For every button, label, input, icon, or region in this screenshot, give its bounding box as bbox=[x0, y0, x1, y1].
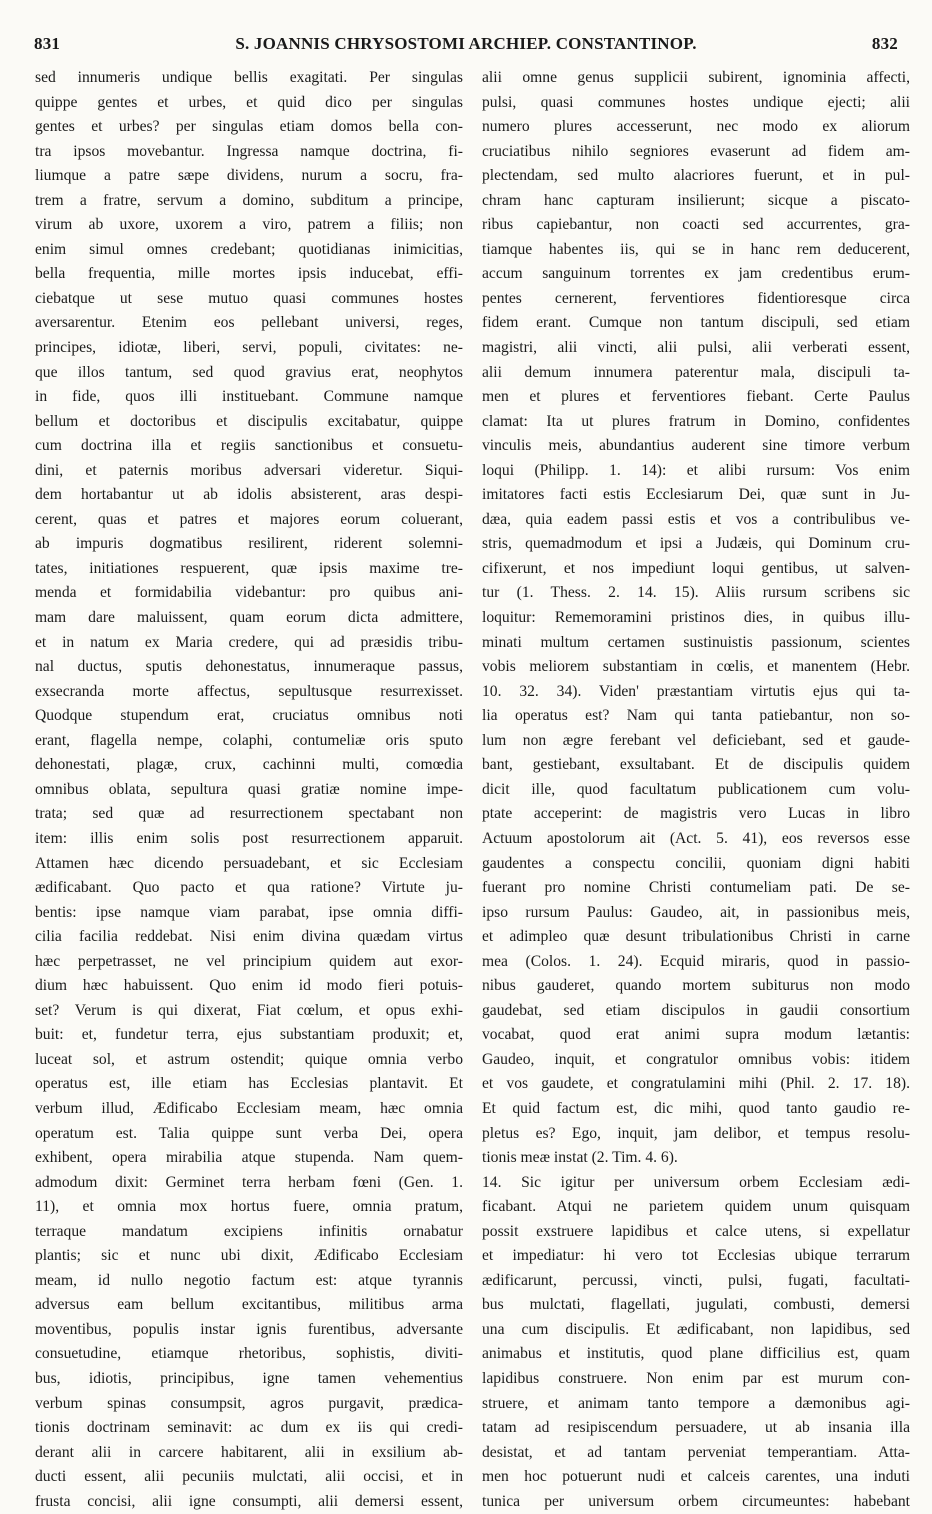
text-line: et vos gaudete, et congratulamini mihi (Phil. 2. 17. 18). bbox=[482, 1075, 910, 1093]
running-title: S. JOANNIS CHRYSOSTOMI ARCHIEP. CONSTANTINOP. bbox=[235, 34, 697, 53]
text-line: 10. 32. 34). Viden' præstantiam virtutis ejus qui ta- bbox=[482, 682, 910, 700]
text-line: Et quid factum est, dic mihi, quod tanto gaudio re- bbox=[482, 1099, 910, 1117]
text-line: tur (1. Thess. 2. 14. 15). Aliis rursum scribens sic bbox=[482, 584, 910, 602]
text-line: trata; sed quæ ad resurrectionem spectabant non bbox=[35, 805, 463, 823]
text-line: loqui (Philipp. 1. 14): et alibi rursum: Vos enim bbox=[482, 461, 910, 479]
text-line: pentes cernerent, ferventiores fidentioresque circa bbox=[482, 289, 910, 307]
text-line: liumque a patre sæpe dividens, nurum a socru, fra- bbox=[35, 167, 463, 185]
text-line: nibus gauderet, quando mortem subiturus non modo bbox=[482, 977, 910, 995]
text-line: fidem erant. Cumque non tantum discipuli, sed etiam bbox=[482, 314, 910, 332]
text-line: pletus es? Ego, inquit, jam delibor, et tempus resolu- bbox=[482, 1124, 910, 1142]
text-line: et adimpleo quæ desunt tribulationibus Christi in carne bbox=[482, 928, 910, 946]
text-line: Quodque stupendum erat, cruciatus omnibus noti bbox=[35, 707, 463, 725]
text-line: men et plures et ferventiores fiebant. Certe Paulus bbox=[482, 388, 910, 406]
text-line: verbum spinas consumpsit, agros purgavit, prædica- bbox=[35, 1394, 463, 1412]
text-line: ribus capiebantur, non coacti sed accurrentes, gra- bbox=[482, 216, 910, 234]
text-line: alii demum innumera paterentur mala, discipuli ta- bbox=[482, 363, 910, 381]
text-line: bella frequentia, mille mortes ipsis inducebat, effi- bbox=[35, 265, 463, 283]
right-text-column bbox=[482, 66, 910, 1514]
text-line: omnibus oblata, sepultura quasi gratiæ nomine impe- bbox=[35, 780, 463, 798]
text-line: chram hanc capturam insilierunt; sicque a piscato- bbox=[482, 191, 910, 209]
column-gutter bbox=[472, 70, 473, 1490]
text-line: aversarentur. Etenim eos pellebant universi, reges, bbox=[35, 314, 463, 332]
text-line: accum sanguinum torrentes ex jam credentibus erum- bbox=[482, 265, 910, 283]
text-line: vocabat, quod erat animi supra modum lætantis: bbox=[482, 1026, 910, 1044]
text-line: buit: et, fundetur terra, ejus substantiam produxit; et, bbox=[35, 1026, 463, 1044]
text-line: meam, id nullo negotio factum est: atque tyrannis bbox=[35, 1271, 463, 1289]
text-line: numero plures accesserunt, nec modo ex aliorum bbox=[482, 118, 910, 136]
text-line: animabus et institutis, quod plane difficilius est, quam bbox=[482, 1345, 910, 1363]
text-line: imitatores facti estis Ecclesiarum Dei, quæ sunt in Ju- bbox=[482, 486, 910, 504]
text-line: erant, flagella nempe, colaphi, contumeliæ oris sputo bbox=[35, 731, 463, 749]
text-line: bentis: ipse namque viam parabat, ipse omnia diffi- bbox=[35, 903, 463, 921]
text-line: dium hæc habuissent. Quo enim id modo fieri potuis- bbox=[35, 977, 463, 995]
text-line: nal ductus, sputis dehonestatus, innumeraque passus, bbox=[35, 658, 463, 676]
text-line: ædificabant. Quo pacto et qua ratione? Virtute ju- bbox=[35, 879, 463, 897]
text-line: plantis; sic et nunc ubi dixit, Ædificabo Ecclesiam bbox=[35, 1247, 463, 1265]
text-line: que illos tantum, sed quod gravius erat, neophytos bbox=[35, 363, 463, 381]
text-line: tra ipsos movebantur. Ingressa namque doctrina, fi- bbox=[35, 142, 463, 160]
text-line: cilia facilia reddebat. Nisi enim divina quædam virtus bbox=[35, 928, 463, 946]
text-line: admodum dixit: Germinet terra herbam fœni (Gen. 1. bbox=[35, 1173, 463, 1191]
text-line: in fide, quos illi instituebant. Commune namque bbox=[35, 388, 463, 406]
text-line: vinculis meis, abundantius auderent sine timore verbum bbox=[482, 437, 910, 455]
text-line: luceat sol, et astrum ostendit; quique omnia verbo bbox=[35, 1050, 463, 1068]
text-line: desistat, et ad tantam perveniat temperantiam. Atta- bbox=[482, 1443, 910, 1461]
text-line: sed innumeris undique bellis exagitati. Per singulas bbox=[35, 69, 463, 86]
text-line: men hoc potuerunt nudi et calceis carentes, una induti bbox=[482, 1468, 910, 1486]
text-line: gentes et urbes? per singulas etiam domos bella con- bbox=[35, 118, 463, 136]
text-line: enim simul omnes credebant; quotidianas inimicitias, bbox=[35, 240, 463, 258]
text-line: ab impuris dogmatibus resilirent, riderent solemni- bbox=[35, 535, 463, 553]
text-line: lapidibus construere. Non enim par est murum con- bbox=[482, 1369, 910, 1387]
text-line: Attamen hæc dicendo persuadebant, et sic Ecclesiam bbox=[35, 854, 463, 872]
text-line: moventibus, populis instar ignis furentibus, adversante bbox=[35, 1320, 463, 1338]
text-line: derant alii in carcere habitarent, alii in exsilium ab- bbox=[35, 1443, 463, 1461]
text-line: cruciatibus nihilo segniores evaserunt ad fidem am- bbox=[482, 142, 910, 160]
text-line: exhibent, opera mirabilia atque stupenda. Nam quem- bbox=[35, 1149, 463, 1167]
text-line: ciebatque ut sese mutuo quasi communes hostes bbox=[35, 289, 463, 307]
text-line: tates, initiationes respuerent, quæ ipsis maxime tre- bbox=[35, 559, 463, 577]
page-number-left: 831 bbox=[34, 34, 61, 53]
text-line: ædificarunt, percussi, vincti, pulsi, fugati, facultati- bbox=[482, 1271, 910, 1289]
text-line: una cum discipulis. Et ædificabant, non lapidibus, sed bbox=[482, 1320, 910, 1338]
text-line: 11), et omnia mox hortus fuere, omnia pratum, bbox=[35, 1198, 463, 1216]
text-line: set? Verum is qui dixerat, Fiat cœlum, et opus exhi- bbox=[35, 1001, 463, 1019]
text-line: et in natum ex Maria credere, qui ad præsidis tribu- bbox=[35, 633, 463, 651]
text-line: cum doctrina illa et regiis sanctionibus et consuetu- bbox=[35, 437, 463, 455]
text-line: dæa, quia eadem passi estis et vos a contribulibus ve- bbox=[482, 510, 910, 528]
text-line: bant, gestiebant, exsultabant. Et de discipulis quidem bbox=[482, 756, 910, 774]
text-line: 14. Sic igitur per universum orbem Ecclesiam ædi- bbox=[482, 1173, 910, 1191]
text-line: mea (Colos. 1. 24). Ecquid miraris, quod in passio- bbox=[482, 952, 910, 970]
text-line: frusta concisi, alii igne consumpti, alii demersi essent, bbox=[35, 1492, 463, 1510]
text-line: operatum est. Talia quippe sunt verba Dei, opera bbox=[35, 1124, 463, 1142]
left-text-column bbox=[35, 66, 463, 1514]
text-line: tionis doctrinam seminavit: ac dum ex iis qui credi- bbox=[35, 1419, 463, 1437]
text-line: alii omne genus supplicii subirent, ignominia affecti, bbox=[482, 69, 910, 86]
text-line: menda et formidabilia videbantur: pro quibus ani- bbox=[35, 584, 463, 602]
text-line: exsecranda morte affectus, sepultusque resurrexisset. bbox=[35, 682, 463, 700]
text-line: gaudebat, sed etiam discipulos in gaudii consortium bbox=[482, 1001, 910, 1019]
text-line: struere, et animam tanto tempore a dæmonibus agi- bbox=[482, 1394, 910, 1412]
text-line: gaudentes a conspectu concilii, quoniam digni habiti bbox=[482, 854, 910, 872]
text-line: bus mulctati, flagellati, jugulati, combusti, demersi bbox=[482, 1296, 910, 1314]
text-line: Actuum apostolorum ait (Act. 5. 41), eos reversos esse bbox=[482, 829, 910, 847]
text-line: Gaudeo, inquit, et congratulor omnibus vobis: itidem bbox=[482, 1050, 910, 1068]
text-line: lum non ægre ferebant vel deficiebant, sed et gaude- bbox=[482, 731, 910, 749]
text-line: tionis meæ instat (2. Tim. 4. 6). bbox=[482, 1149, 678, 1167]
text-line: adversus eam bellum excitantibus, militibus arma bbox=[35, 1296, 463, 1314]
text-line: pulsi, quasi communes hostes undique ejecti; alii bbox=[482, 93, 910, 111]
text-line: cerent, quas et patres et majores eorum coluerant, bbox=[35, 510, 463, 528]
text-line: dem hortabantur ut ab idolis absisterent, aras despi- bbox=[35, 486, 463, 504]
text-line: trem a fratre, servum a domino, subditum a principe, bbox=[35, 191, 463, 209]
running-header bbox=[28, 34, 904, 60]
text-line: plectendam, sed multo alacriores fuerunt, et in pul- bbox=[482, 167, 910, 185]
text-line: ptate acceperint: de magistris vero Lucas in libro bbox=[482, 805, 910, 823]
text-line: ficabant. Atqui ne parietem quidem unum quisquam bbox=[482, 1198, 910, 1216]
text-line: virum ab uxore, uxorem a viro, patrem a filiis; non bbox=[35, 216, 463, 234]
text-line: et impediatur: hi vero tot Ecclesias ubique terrarum bbox=[482, 1247, 910, 1265]
text-line: item: illis enim solis post resurrectionem apparuit. bbox=[35, 829, 463, 847]
text-line: clamat: Ita ut plures fratrum in Domino, confidentes bbox=[482, 412, 910, 430]
text-line: tunica per universum orbem circumeuntes: habebant bbox=[482, 1492, 910, 1510]
text-line: tatam ad resipiscendum persuadere, ut ab insania illa bbox=[482, 1419, 910, 1437]
text-line: bellum et doctoribus et discipulis excitabatur, quippe bbox=[35, 412, 463, 430]
text-line: hæc perpetrasset, ne vel principium quidem aut exor- bbox=[35, 952, 463, 970]
text-line: stris, quemadmodum et ipsi a Judæis, qui Dominum cru- bbox=[482, 535, 910, 553]
text-line: bus, idiotis, principibus, igne tamen vehementius bbox=[35, 1369, 463, 1387]
text-line: consuetudine, etiamque rhetoribus, sophistis, diviti- bbox=[35, 1345, 463, 1363]
text-line: principes, idiotæ, liberi, servi, populi, civitates: ne- bbox=[35, 339, 463, 357]
text-line: ducti essent, alii pecuniis mulctati, alii occisi, et in bbox=[35, 1468, 463, 1486]
text-line: loquitur: Rememoramini pristinos dies, in quibus illu- bbox=[482, 609, 910, 627]
text-line: dini, et paternis moribus adversari videretur. Siqui- bbox=[35, 461, 463, 479]
text-line: tiamque habentes iis, qui se in hanc rem deducerent, bbox=[482, 240, 910, 258]
text-line: terraque mandatum excipiens infinitis ornabatur bbox=[35, 1222, 463, 1240]
text-line: verbum illud, Ædificabo Ecclesiam meam, hæc omnia bbox=[35, 1099, 463, 1117]
text-line: minati multum certamen sustinuistis passionum, scientes bbox=[482, 633, 910, 651]
text-line: lia operatus est? Nam qui tanta patiebantur, non so- bbox=[482, 707, 910, 725]
text-line: mam dare maluissent, quam eorum dicta admittere, bbox=[35, 609, 463, 627]
text-line: possit exstruere lapidibus et calce utens, si expellatur bbox=[482, 1222, 910, 1240]
text-line: dicit ille, quod facultatum publicationem cum volu- bbox=[482, 780, 910, 798]
text-line: vobis meliorem substantiam in cœlis, et manentem (Hebr. bbox=[482, 658, 910, 676]
text-line: operatus est, ille etiam has Ecclesias plantavit. Et bbox=[35, 1075, 463, 1093]
page-number-right: 832 bbox=[871, 34, 898, 53]
text-line: magistri, alii vincti, alii pulsi, alii verberati essent, bbox=[482, 339, 910, 357]
text-line: ipso rursum Paulus: Gaudeo, ait, in passionibus meis, bbox=[482, 903, 910, 921]
text-line: cifixerunt, et nos impediunt loqui gentibus, ut salven- bbox=[482, 559, 910, 577]
text-line: quippe gentes et urbes, et quid dico per singulas bbox=[35, 93, 463, 111]
text-line: fuerant pro nomine Christi contumeliam pati. De se- bbox=[482, 879, 910, 897]
text-line: dehonestati, plagæ, crux, cachinni multi, comœdia bbox=[35, 756, 463, 774]
